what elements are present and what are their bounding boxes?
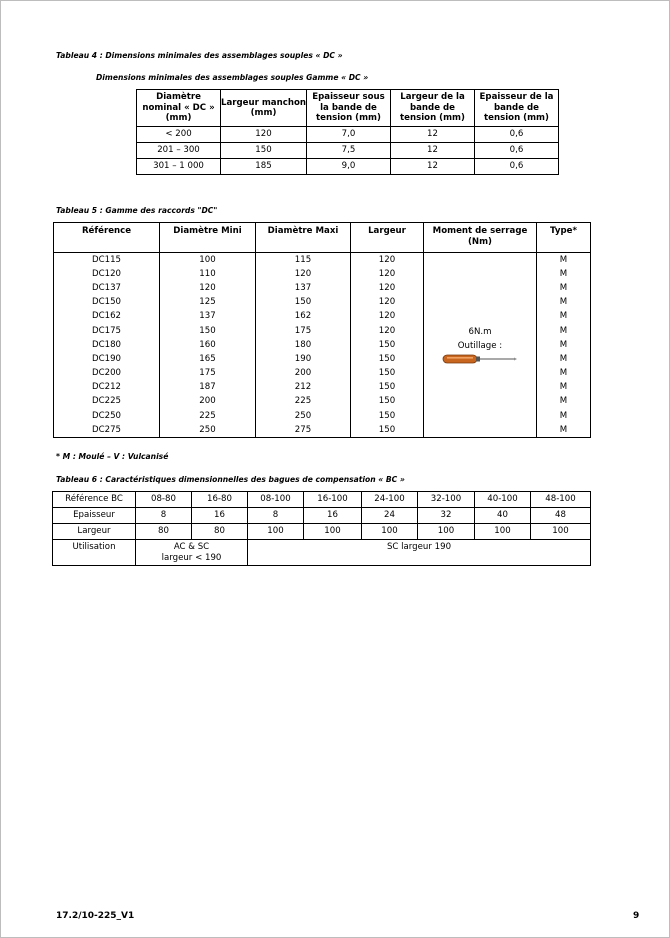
table-cell: M xyxy=(537,324,591,338)
row-label: Référence BC xyxy=(53,492,136,508)
table-cell: M xyxy=(537,409,591,423)
table-cell: 150 xyxy=(351,409,424,423)
table-cell: 175 xyxy=(160,367,256,381)
table-cell: DC120 xyxy=(54,267,160,281)
table-cell: 120 xyxy=(351,310,424,324)
table-cell: 0,6 xyxy=(475,159,559,175)
table-cell: 16 xyxy=(304,508,362,524)
utilisation-ac-line1: AC & SC xyxy=(173,542,210,552)
table-cell: 32 xyxy=(418,508,475,524)
utilisation-sc-cell: SC largeur 190 xyxy=(248,540,591,566)
tableau5-header: Type* xyxy=(537,223,591,253)
tableau4-subcaption: Dimensions minimales des assemblages souples Gamme « DC » xyxy=(96,73,369,82)
torque-content xyxy=(424,325,536,365)
tableau4-header-row xyxy=(137,90,559,127)
table-cell: 212 xyxy=(256,381,351,395)
table-cell: DC200 xyxy=(54,367,160,381)
tableau6-largeur-row xyxy=(53,524,591,540)
tableau4-header: Diamètre nominal « DC » (mm) xyxy=(137,90,221,127)
table-cell: 120 xyxy=(221,127,307,143)
tableau5-header: Largeur xyxy=(351,223,424,253)
doc-reference: 17.2/10-225_V1 xyxy=(56,911,135,921)
table-cell: 185 xyxy=(221,159,307,175)
table-cell: 250 xyxy=(256,409,351,423)
table-cell: M xyxy=(537,381,591,395)
table-cell: 150 xyxy=(351,352,424,366)
table-cell: 40-100 xyxy=(475,492,531,508)
table-cell: 8 xyxy=(136,508,192,524)
table-cell: 150 xyxy=(221,143,307,159)
table-cell: 08-80 xyxy=(136,492,192,508)
table-cell: DC137 xyxy=(54,281,160,295)
table-cell: 9,0 xyxy=(307,159,391,175)
table-cell: 150 xyxy=(351,423,424,438)
tableau5-header: Moment de serrage (Nm) xyxy=(424,223,537,253)
screwdriver-icon xyxy=(442,353,518,365)
table-cell: M xyxy=(537,338,591,352)
row-label: Utilisation xyxy=(53,540,136,566)
table-cell: 225 xyxy=(256,395,351,409)
table-cell: DC162 xyxy=(54,310,160,324)
table-cell: DC150 xyxy=(54,296,160,310)
table-cell: 150 xyxy=(256,296,351,310)
table-cell: 150 xyxy=(351,367,424,381)
table-cell: 201 – 300 xyxy=(137,143,221,159)
table-cell: < 200 xyxy=(137,127,221,143)
table-cell: 08-100 xyxy=(248,492,304,508)
tableau6-utilisation-row xyxy=(53,540,591,566)
torque-tool-label: Outillage : xyxy=(457,341,503,352)
table-cell: 12 xyxy=(391,127,475,143)
torque-cell xyxy=(424,253,537,438)
table-row xyxy=(137,127,559,143)
table-cell: 80 xyxy=(136,524,192,540)
table-cell: DC275 xyxy=(54,423,160,438)
table-cell: 16-80 xyxy=(192,492,248,508)
table-cell: 150 xyxy=(160,324,256,338)
table-cell: 120 xyxy=(351,324,424,338)
tableau4-header: Epaisseur de la bande de tension (mm) xyxy=(475,90,559,127)
table-cell: M xyxy=(537,281,591,295)
row-label: Epaisseur xyxy=(53,508,136,524)
table-cell: 190 xyxy=(256,352,351,366)
tableau6-epaisseur-row xyxy=(53,508,591,524)
table-cell: 150 xyxy=(351,381,424,395)
tableau4-header: Epaisseur sous la bande de tension (mm) xyxy=(307,90,391,127)
tableau5-note: * M : Moulé – V : Vulcanisé xyxy=(56,452,169,461)
table-cell: 24 xyxy=(362,508,418,524)
table-cell: DC180 xyxy=(54,338,160,352)
table-cell: 80 xyxy=(192,524,248,540)
table-cell: 150 xyxy=(351,338,424,352)
table-cell: 0,6 xyxy=(475,143,559,159)
table-cell: M xyxy=(537,367,591,381)
table-cell: 24-100 xyxy=(362,492,418,508)
table-cell: 137 xyxy=(160,310,256,324)
table-cell: 12 xyxy=(391,159,475,175)
table-cell: 162 xyxy=(256,310,351,324)
utilisation-ac-cell xyxy=(136,540,248,566)
table-cell: 160 xyxy=(160,338,256,352)
table-cell: 100 xyxy=(418,524,475,540)
table-cell: 187 xyxy=(160,381,256,395)
tableau5-header: Diamètre Maxi xyxy=(256,223,351,253)
row-label: Largeur xyxy=(53,524,136,540)
table-cell: DC175 xyxy=(54,324,160,338)
tableau4-caption: Tableau 4 : Dimensions minimales des assemblages souples « DC » xyxy=(56,51,343,60)
table-cell: M xyxy=(537,423,591,438)
table-cell: 275 xyxy=(256,423,351,438)
tableau6-caption: Tableau 6 : Caractéristiques dimensionnelles des bagues de compensation « BC » xyxy=(56,475,405,484)
table-cell: 100 xyxy=(531,524,591,540)
tableau5-caption: Tableau 5 : Gamme des raccords "DC" xyxy=(56,206,218,215)
table-cell: 0,6 xyxy=(475,127,559,143)
table-cell: 48-100 xyxy=(531,492,591,508)
tableau5-header: Référence xyxy=(54,223,160,253)
table-cell: M xyxy=(537,267,591,281)
table-row xyxy=(137,143,559,159)
table-cell: 16 xyxy=(192,508,248,524)
utilisation-ac-line2: largeur < 190 xyxy=(161,552,222,563)
table-row xyxy=(54,253,591,268)
table-cell: 180 xyxy=(256,338,351,352)
table-cell: 175 xyxy=(256,324,351,338)
table-cell: 100 xyxy=(160,253,256,268)
table-cell: 8 xyxy=(248,508,304,524)
table-cell: 225 xyxy=(160,409,256,423)
table-cell: 7,0 xyxy=(307,127,391,143)
table-cell: 120 xyxy=(351,296,424,310)
table-cell: DC190 xyxy=(54,352,160,366)
page-number: 9 xyxy=(633,911,640,921)
table-cell: 120 xyxy=(160,281,256,295)
tableau5-header: Diamètre Mini xyxy=(160,223,256,253)
tableau4-table xyxy=(136,89,559,175)
table-cell: 32-100 xyxy=(418,492,475,508)
tableau4-header: Largeur manchon (mm) xyxy=(221,90,307,127)
table-cell: 12 xyxy=(391,143,475,159)
tableau5-table xyxy=(53,222,591,438)
table-cell: DC115 xyxy=(54,253,160,268)
tableau6-table xyxy=(52,491,591,566)
table-cell: 100 xyxy=(248,524,304,540)
table-cell: 301 – 1 000 xyxy=(137,159,221,175)
table-cell: 120 xyxy=(351,267,424,281)
table-cell: 100 xyxy=(362,524,418,540)
table-cell: M xyxy=(537,253,591,268)
table-cell: 200 xyxy=(256,367,351,381)
table-cell: 110 xyxy=(160,267,256,281)
table-cell: M xyxy=(537,352,591,366)
table-cell: 120 xyxy=(351,253,424,268)
table-cell: 16-100 xyxy=(304,492,362,508)
table-cell: DC225 xyxy=(54,395,160,409)
table-cell: 250 xyxy=(160,423,256,438)
tableau6-ref-row xyxy=(53,492,591,508)
tableau5-header-row xyxy=(54,223,591,253)
table-cell: DC250 xyxy=(54,409,160,423)
table-cell: 200 xyxy=(160,395,256,409)
table-cell: 100 xyxy=(475,524,531,540)
table-cell: 165 xyxy=(160,352,256,366)
table-row xyxy=(137,159,559,175)
table-cell: 150 xyxy=(351,395,424,409)
table-cell: 115 xyxy=(256,253,351,268)
table-cell: DC212 xyxy=(54,381,160,395)
table-cell: 125 xyxy=(160,296,256,310)
table-cell: 40 xyxy=(475,508,531,524)
table-cell: 48 xyxy=(531,508,591,524)
table-cell: 120 xyxy=(256,267,351,281)
table-cell: M xyxy=(537,395,591,409)
torque-value: 6N.m xyxy=(468,327,492,338)
table-cell: M xyxy=(537,310,591,324)
table-cell: 100 xyxy=(304,524,362,540)
table-cell: 120 xyxy=(351,281,424,295)
table-cell: 137 xyxy=(256,281,351,295)
table-cell: 7,5 xyxy=(307,143,391,159)
tableau4-header: Largeur de la bande de tension (mm) xyxy=(391,90,475,127)
table-cell: M xyxy=(537,296,591,310)
